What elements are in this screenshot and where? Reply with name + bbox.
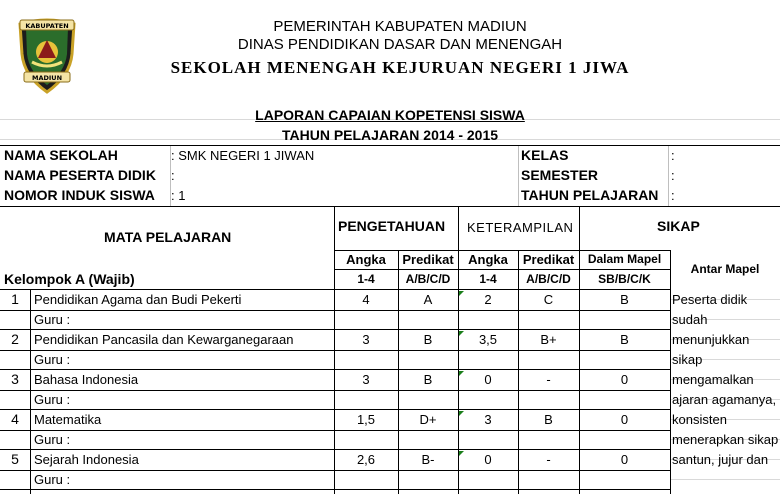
divider xyxy=(579,206,580,494)
semester-label: SEMESTER xyxy=(521,167,599,183)
divider xyxy=(670,250,671,494)
knowledge-score[interactable]: 1,5 xyxy=(356,412,376,427)
knowledge-predicate[interactable]: B xyxy=(423,372,433,387)
divider xyxy=(668,146,669,206)
subject-name[interactable]: Bahasa Indonesia xyxy=(34,372,139,387)
skill-predicate[interactable]: B+ xyxy=(540,332,557,347)
row-number: 3 xyxy=(11,371,19,387)
knowledge-score[interactable]: 3 xyxy=(362,332,370,347)
group-a-label: Kelompok A (Wajib) xyxy=(4,271,135,287)
divider xyxy=(334,250,670,251)
school-value[interactable]: : SMK NEGERI 1 JIWAN xyxy=(171,148,315,163)
col-skill-header: KETERAMPILAN xyxy=(467,220,574,235)
report-year: TAHUN PELAJARAN 2014 - 2015 xyxy=(281,127,499,143)
row-number: 5 xyxy=(11,451,19,467)
knowledge-score[interactable]: 3 xyxy=(362,372,370,387)
divider xyxy=(0,310,670,311)
attitude-in-subject[interactable]: 0 xyxy=(620,372,629,387)
divider xyxy=(458,206,459,494)
knowledge-predicate[interactable]: B xyxy=(423,332,433,347)
row-number: 2 xyxy=(11,331,19,347)
cell-comment-marker-icon xyxy=(459,371,464,376)
divider xyxy=(0,206,780,207)
skill-score[interactable]: 0 xyxy=(484,372,492,387)
attitude-in-subject[interactable]: B xyxy=(620,292,629,307)
col-attitude-header: SIKAP xyxy=(657,218,700,234)
cell-comment-marker-icon xyxy=(459,451,464,456)
knowledge-predicate[interactable]: A xyxy=(423,292,433,307)
knowledge-predicate[interactable]: B- xyxy=(421,452,435,467)
scale-angka-s: 1-4 xyxy=(479,272,497,286)
teacher-label[interactable]: Guru : xyxy=(34,432,71,447)
skill-score[interactable]: 3 xyxy=(484,412,492,427)
cell-comment-marker-icon xyxy=(459,331,464,336)
scale-angka-k: 1-4 xyxy=(357,272,375,286)
col-subject-header: MATA PELAJARAN xyxy=(104,229,232,245)
svg-text:KABUPATEN: KABUPATEN xyxy=(25,22,69,30)
skill-score[interactable]: 0 xyxy=(484,452,492,467)
scale-predikat-s: A/B/C/D xyxy=(526,272,571,286)
divider xyxy=(0,470,670,471)
skill-predicate[interactable]: B xyxy=(544,412,553,427)
sub-predikat-k: Predikat xyxy=(402,252,454,267)
knowledge-predicate[interactable]: D+ xyxy=(419,412,437,427)
col-knowledge-header: PENGETAHUAN xyxy=(338,218,446,234)
semester-value[interactable]: : xyxy=(671,168,675,183)
skill-predicate[interactable]: - xyxy=(546,452,551,467)
teacher-label[interactable]: Guru : xyxy=(34,352,71,367)
subject-name[interactable]: Pendidikan Pancasila dan Kewarganegaraan xyxy=(34,332,294,347)
antar-mapel-description[interactable]: Peserta didik sudah menunjukkan sikap mengamalkan ajaran agamanya, konsisten menerapkan sikap santun, jujur dan xyxy=(672,292,779,467)
skill-score[interactable]: 3,5 xyxy=(478,332,498,347)
skill-score[interactable]: 2 xyxy=(484,292,492,307)
attitude-in-subject[interactable]: 0 xyxy=(620,452,629,467)
divider xyxy=(0,430,670,431)
department-line: DINAS PENDIDIKAN DASAR DAN MENENGAH xyxy=(237,36,563,53)
nis-label: NOMOR INDUK SISWA xyxy=(4,187,155,203)
skill-predicate[interactable]: C xyxy=(543,292,554,307)
divider xyxy=(170,146,171,206)
student-label: NAMA PESERTA DIDIK xyxy=(4,167,156,183)
divider xyxy=(398,250,399,494)
svg-text:MADIUN: MADIUN xyxy=(31,74,63,82)
row-number: 4 xyxy=(11,411,19,427)
divider xyxy=(518,250,519,494)
scale-predikat-k: A/B/C/D xyxy=(405,272,451,286)
student-value[interactable]: : xyxy=(171,168,175,183)
school-label: NAMA SEKOLAH xyxy=(4,147,118,163)
cell-comment-marker-icon xyxy=(459,291,464,296)
knowledge-score[interactable]: 4 xyxy=(362,292,370,307)
sub-angka-k: Angka xyxy=(346,252,386,267)
government-line: PEMERINTAH KABUPATEN MADIUN xyxy=(273,18,527,35)
divider xyxy=(0,350,670,351)
class-value[interactable]: : xyxy=(671,148,675,163)
skill-predicate[interactable]: - xyxy=(546,372,551,387)
sub-dalam-mapel: Dalam Mapel xyxy=(587,252,662,266)
subject-name[interactable]: Pendidikan Agama dan Budi Pekerti xyxy=(34,292,242,307)
info-row-student[interactable] xyxy=(0,166,780,186)
info-row-nis[interactable] xyxy=(0,186,780,206)
letterhead xyxy=(0,0,780,106)
class-label: KELAS xyxy=(521,147,569,163)
school-name-heading: SEKOLAH MENENGAH KEJURUAN NEGERI 1 JIWA xyxy=(170,58,630,77)
knowledge-score[interactable]: 2,6 xyxy=(356,452,376,467)
teacher-label[interactable]: Guru : xyxy=(34,472,71,487)
subject-name[interactable]: Sejarah Indonesia xyxy=(34,452,139,467)
cell-comment-marker-icon xyxy=(459,411,464,416)
attitude-in-subject[interactable]: 0 xyxy=(620,412,629,427)
info-row-school[interactable] xyxy=(0,146,780,166)
row-number: 1 xyxy=(11,291,19,307)
divider xyxy=(334,206,335,494)
attitude-in-subject[interactable]: B xyxy=(620,332,629,347)
scale-dalam: SB/B/C/K xyxy=(598,272,651,286)
teacher-label[interactable]: Guru : xyxy=(34,312,71,327)
year-value[interactable]: : xyxy=(671,188,675,203)
sub-predikat-s: Predikat xyxy=(522,252,575,267)
sub-antar-mapel: Antar Mapel xyxy=(690,262,760,276)
divider xyxy=(30,290,31,494)
teacher-label[interactable]: Guru : xyxy=(34,392,71,407)
divider xyxy=(334,269,670,270)
divider xyxy=(518,146,519,206)
subject-name[interactable]: Matematika xyxy=(34,412,102,427)
sub-angka-s: Angka xyxy=(468,252,508,267)
divider xyxy=(0,489,670,490)
year-label: TAHUN PELAJARAN xyxy=(521,187,659,203)
divider xyxy=(0,390,670,391)
nis-value[interactable]: : 1 xyxy=(171,188,186,203)
report-title: LAPORAN CAPAIAN KOPETENSI SISWA xyxy=(255,107,525,123)
